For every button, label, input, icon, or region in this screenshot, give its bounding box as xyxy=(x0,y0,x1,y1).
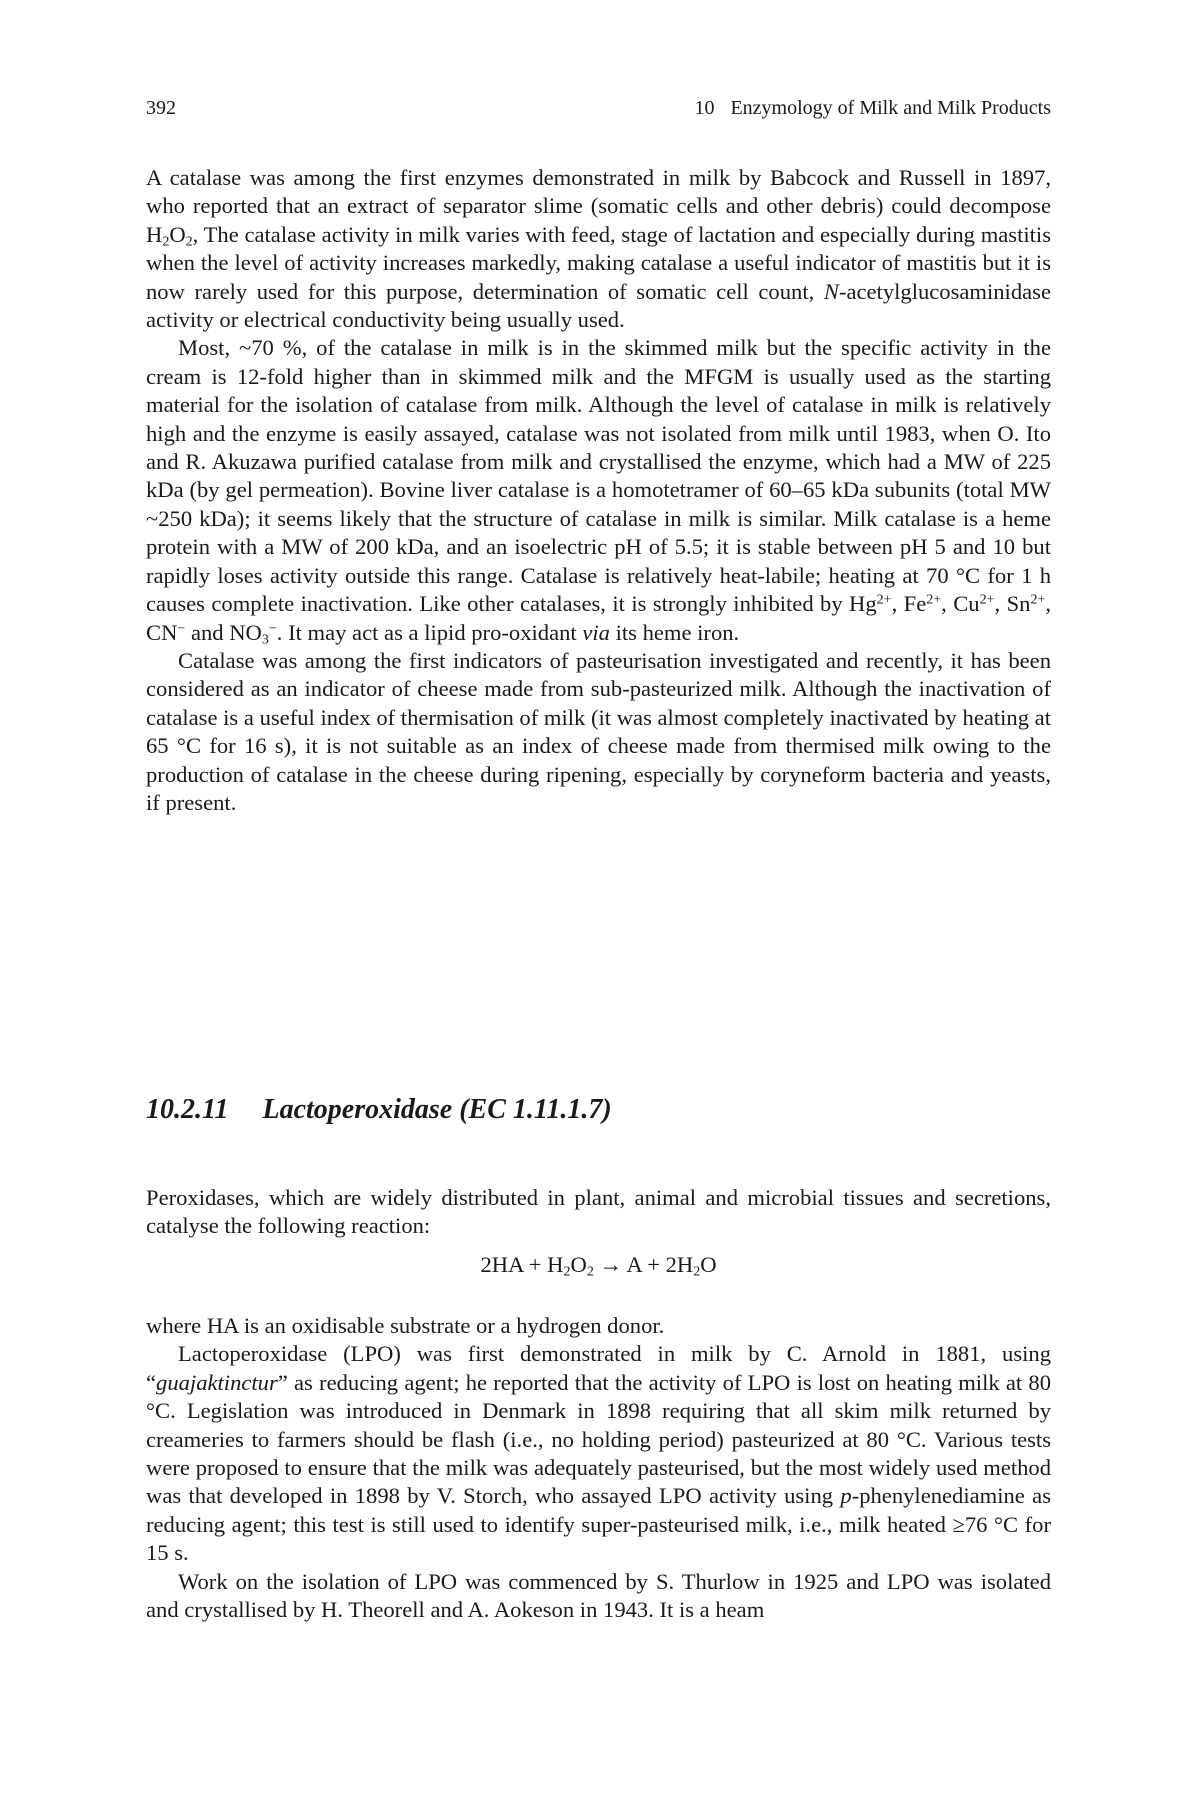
paragraph: where HA is an oxidisable substrate or a hydrogen donor. xyxy=(146,1313,665,1338)
page-number: 392 xyxy=(146,97,176,119)
lpo-intro xyxy=(146,1184,1051,1241)
chapter-header xyxy=(694,96,1051,120)
paragraph: Most, ~70 %, of the catalase in milk is in the skimmed milk but the specific activity in the cream is 12-fold higher than in skimmed milk and the MFGM is usually used as the starting material for the isolation of catalase from milk. Although the level of catalase in milk is relatively high and the enzyme is easily assayed, catalase was not isolated from milk until 1983, when O. Ito and R. Akuzawa purified catalase from milk and crystallised the enzyme, which had a MW of 225 kDa (by gel permeation). Bovine liver catalase is a homotetramer of 60–65 kDa subunits (total MW ~250 kDa); it seems likely that the structure of catalase in milk is similar. Milk catalase is a heme protein with a MW of 200 kDa, and an isoelectric pH of 5.5; it is stable between pH 5 and 10 but rapidly loses activity outside this range. Catalase is relatively heat-labile; heating at 70 °C for 1 h causes complete inactivation. Like other catalases, it is strongly inhibited by $Hg^{2+}$, $Fe^{2+}$, $Cu^{2+}$, $Sn^{2+}$, CN− and $NO_3^-$. It may act as a lipid pro-oxidant via its heme iron. xyxy=(146,335,1051,647)
catalase-section-body xyxy=(146,164,1051,817)
reaction-equation: $2HA + H_2O_2 \to A + 2H_2O$ xyxy=(480,1252,717,1280)
paragraph: Lactoperoxidase (LPO) was first demonstrated in milk by C. Arnold in 1881, using “guajaktinctur” as reducing agent; he reported that the activity of LPO is lost on heating milk at 80 °C. Legislation was introduced in Denmark in 1898 requiring that all skim milk returned by creameries to farmers should be flash (i.e., no holding period) pasteurized at 80 °C. Various tests were proposed to ensure that the milk was adequately pasteurised, but the most widely used method was that developed in 1898 by V. Storch, who assayed LPO activity using p-phenylenediamine as reducing agent; this test is still used to identify super-pasteurised milk, i.e., milk heated ≥76 °C for 15 s. xyxy=(146,1341,1051,1566)
section-title: Lactoperoxidase (EC 1.11.1.7) xyxy=(262,1094,612,1125)
paragraph: Peroxidases, which are widely distributed in plant, animal and microbial tissues and secretions, catalyse the following reaction: xyxy=(146,1185,1051,1239)
paragraph: A catalase was among the first enzymes demonstrated in milk by Babcock and Russell in 1897, who reported that an extract of separator slime (somatic cells and other debris) could decompose $H_2O_2$, The catalase activity in milk varies with feed, stage of lactation and especially during mastitis when the level of activity increases markedly, making catalase a useful indicator of mastitis but it is now rarely used for this purpose, determination of somatic cell count, N-acetylglucosaminidase activity or electrical conductivity being usually used. xyxy=(146,165,1051,333)
chapter-title: Enzymology of Milk and Milk Products xyxy=(730,97,1051,119)
paragraph: Work on the isolation of LPO was commenced by S. Thurlow in 1925 and LPO was isolated and crystallised by H. Theorell and A. Aokeson in 1943. It is a heam xyxy=(146,1568,1051,1623)
section-number: 10.2.11 xyxy=(146,1094,229,1125)
chapter-number: 10 xyxy=(694,97,715,119)
section-heading xyxy=(146,1093,612,1127)
paragraph: Catalase was among the first indicators of pasteurisation investigated and recently, it has been considered as an indicator of cheese made from sub-pasteurized milk. Although the inactivation of catalase is a useful index of thermisation of milk (it was almost completely inactivated by heating at 65 °C for 16 s), it is not suitable as an index of cheese made from thermised milk owing to the production of catalase in the cheese during ripening, especially by coryneform bacteria and yeasts, if present. xyxy=(146,647,1051,815)
lpo-section-body xyxy=(146,1312,1051,1624)
